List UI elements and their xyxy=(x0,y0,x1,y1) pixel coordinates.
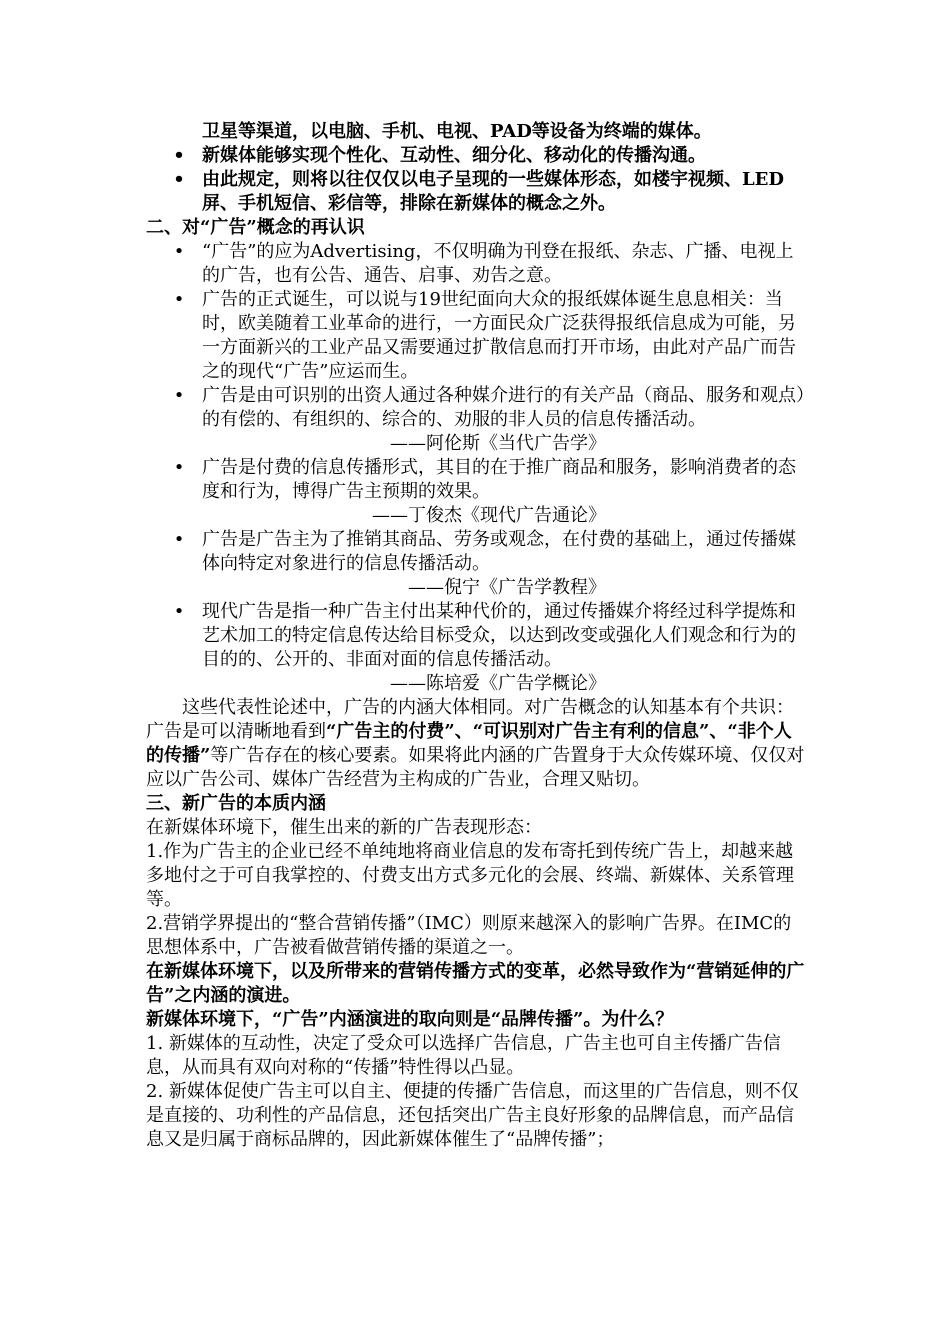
item-text: 广告是付费的信息传播形式，其目的在于推广商品和服务，影响消费者的态度和行为，博得广告主预期的效果。 xyxy=(202,457,796,502)
bullet-icon: • xyxy=(173,241,185,262)
citation-arens: ——阿伦斯《当代广告学》 xyxy=(390,433,606,454)
section2-summary xyxy=(146,696,806,792)
citation-ding: ——丁俊杰《现代广告通论》 xyxy=(372,505,606,526)
section3-point1: 1.作为广告主的企业已经不单纯地将商业信息的发布寄托到传统广告上，却越来越多地付之于可自我掌控的、付费支出方式多元化的会展、终端、新媒体、关系管理等。 xyxy=(146,841,794,910)
section1-bullet-2 xyxy=(146,168,806,216)
bullet-icon: • xyxy=(173,601,185,622)
summary-part2: 等广告存在的核心要素。如果将此内涵的广告置身于大众传媒环境、仅仅对应以广告公司、媒体广告经营为主构成的广告业，合理又贴切。 xyxy=(146,745,805,790)
section2-bullets xyxy=(146,240,806,432)
bullet-icon: • xyxy=(173,289,185,310)
bullet-icon: • xyxy=(173,385,185,406)
section3-reason2: 2. 新媒体促使广告主可以自主、便捷的传播广告信息，而这里的广告信息，则不仅是直接的、功利性的产品信息，还包括突出广告主良好形象的品牌信息，而产品信息又是归属于商标品牌的，因此新媒体催生了“品牌传播”； xyxy=(146,1081,799,1150)
citation-ni: ——倪宁《广告学教程》 xyxy=(408,577,606,598)
section2-item-3 xyxy=(146,384,806,432)
section2-heading: 二、对“广告”概念的再认识 xyxy=(146,217,365,238)
bullet-text: 由此规定，则将以往仅仅以电子呈现的一些媒体形态，如楼宇视频、LED屏、手机短信、彩信等，排除在新媒体的概念之外。 xyxy=(202,169,784,214)
summary-part1: 这些代表性论述中，广告的内涵大体相同。对广告概念的认知基本有个共识：广告是可以清晰地看到 xyxy=(146,697,794,742)
section3-bold-statement-2: 新媒体环境下，“广告”内涵演进的取向则是“品牌传播”。为什么？ xyxy=(146,1009,674,1030)
bullet-icon: • xyxy=(173,457,185,478)
section2-item-1 xyxy=(146,240,806,288)
section2-bullets-cont3 xyxy=(146,600,806,672)
section1-bullets xyxy=(146,144,806,216)
section3-reason1: 1. 新媒体的互动性，决定了受众可以选择广告信息，广告主也可自主传播广告信息，从而具有双向对称的“传播”特性得以凸显。 xyxy=(146,1033,781,1078)
section2-item-2 xyxy=(146,288,806,384)
item-text: 广告是由可识别的出资人通过各种媒介进行的有关产品（商品、服务和观点）的有偿的、有组织的、综合的、劝服的非人员的信息传播活动。 xyxy=(202,385,805,430)
citation-chen: ——陈培爱《广告学概论》 xyxy=(390,673,606,694)
section2-bullets-cont2 xyxy=(146,528,806,576)
item-text: 广告的正式诞生，可以说与19世纪面向大众的报纸媒体诞生息息相关：当时，欧美随着工业革命的进行，一方面民众广泛获得报纸信息成为可能，另一方面新兴的工业产品又需要通过扩散信息而打开市场，由此对产品广而告之的现代“广告”应运而生。 xyxy=(202,289,796,382)
section2-bullets-cont xyxy=(146,456,806,504)
section3-heading: 三、新广告的本质内涵 xyxy=(146,793,326,814)
bullet-icon: • xyxy=(173,169,185,190)
document-content xyxy=(146,120,806,1152)
section1-bullet-1 xyxy=(146,144,806,168)
section3-intro: 在新媒体环境下，催生出来的新的广告表现形态： xyxy=(146,817,542,838)
section2-item-6 xyxy=(146,600,806,672)
section3-bold-statement-1: 在新媒体环境下，以及所带来的营销传播方式的变革，必然导致作为“营销延伸的广告”之内涵的演进。 xyxy=(146,961,805,1006)
section1-continuation: 卫星等渠道，以电脑、手机、电视、PAD等设备为终端的媒体。 xyxy=(202,121,712,142)
bullet-icon: • xyxy=(173,529,185,550)
bullet-icon: • xyxy=(173,145,185,166)
section2-item-5 xyxy=(146,528,806,576)
summary-key-elements: “广告主的付费”、“可识别对广告主有利的信息”、“非个人的传播” xyxy=(146,721,792,766)
item-text: 广告是广告主为了推销其商品、劳务或观念，在付费的基础上，通过传播媒体向特定对象进行的信息传播活动。 xyxy=(202,529,796,574)
bullet-text: 新媒体能够实现个性化、互动性、细分化、移动化的传播沟通。 xyxy=(202,145,706,166)
item-text: 现代广告是指一种广告主付出某种代价的，通过传播媒介将经过科学提炼和艺术加工的特定信息传达给目标受众，以达到改变或强化人们观念和行为的目的的、公开的、非面对面的信息传播活动。 xyxy=(202,601,796,670)
section2-item-4 xyxy=(146,456,806,504)
item-text: “广告”的应为Advertising，不仅明确为刊登在报纸、杂志、广播、电视上的广告，也有公告、通告、启事、劝告之意。 xyxy=(202,241,794,286)
section3-point2: 2.营销学界提出的“整合营销传播”（IMC）则原来越深入的影响广告界。在IMC的思想体系中，广告被看做营销传播的渠道之一。 xyxy=(146,913,792,958)
